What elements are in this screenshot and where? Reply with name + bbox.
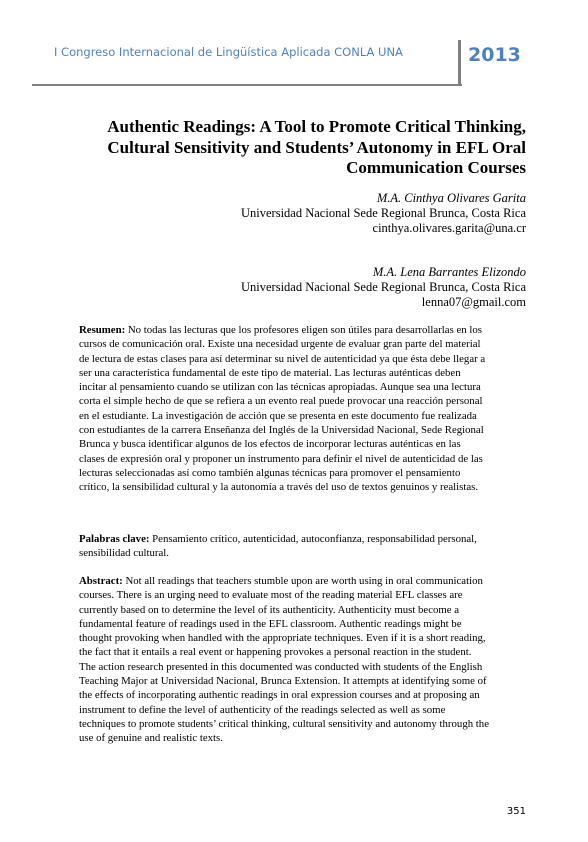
resumen-label: Resumen: bbox=[79, 324, 126, 336]
title-line: Communication Courses bbox=[346, 158, 526, 177]
author-affiliation: Universidad Nacional Sede Regional Brunca, Costa Rica bbox=[241, 206, 526, 220]
author-block bbox=[241, 265, 526, 310]
running-header bbox=[32, 40, 526, 86]
abstract-label: Abstract: bbox=[79, 575, 123, 587]
author-name: M.A. Cinthya Olivares Garita bbox=[376, 191, 526, 205]
resumen-text: No todas las lecturas que los profesores eligen son útiles para desarrollarlas en los cursos de comunicación oral. Existe una necesidad urgente de evaluar gran parte del material de lectura de estas clases para así determinar su nivel de autenticidad ya que ésta debe llegar a ser una característica fundamental de este tipo de material. Las lecturas auténticas deben incitar al pensamiento cuando se utilizan con las técnicas apropiadas. Aunque sea una lectura corta el simple hecho de que se refiera a un evento real puede provocar una reacción personal en el estudiante. La investigación de acción que se presenta en este documento fue realizada con estudiantes de la carrera Enseñanza del Inglés de la Universidad Nacional, Sede Regional Brunca y busca identificar algunos de los efectos de incorporar lecturas auténticas en las clases de expresión oral y proponer un instrumento para definir el nivel de autenticidad de las lecturas seleccionadas así como también algunas técnicas para promover el pensamiento crítico, la sensibilidad cultural y la autonomía a través del uso de textos genuinos y realistas. bbox=[79, 324, 486, 494]
author-name: M.A. Lena Barrantes Elizondo bbox=[372, 265, 526, 279]
conference-title: I Congreso Internacional de Lingüística Aplicada CONLA UNA bbox=[54, 45, 403, 59]
abstract-paragraph bbox=[79, 574, 489, 746]
keywords-label: Palabras clave: bbox=[79, 533, 150, 545]
page-number: 351 bbox=[506, 806, 526, 817]
keywords-paragraph bbox=[79, 532, 489, 561]
resumen-paragraph bbox=[79, 323, 489, 495]
abstract-text: Not all readings that teachers stumble upon are worth using in oral communication courses. There is an urging need to evaluate most of the reading material EFL classes are currently based on to determine the level of its authenticity. Authenticity must become a fundamental feature of readings used in the EFL classroom. Authentic readings might be thought provoking when handled with the appropriate techniques. Even if it is a short reading, the fact that it entails a real event or happening provokes a personal reaction in the student. The action research presented in this documented was conducted with students of the English Teaching Major at Universidad Nacional, Brunca Extension. It attempts at identifying some of the effects of incorporating authentic readings in oral expression courses and at proposing an instrument to define the level of authenticity of the readings selected as well as some techniques to promote students’ critical thinking, cultural sensitivity and autonomy through the use of genuine and realistic texts. bbox=[79, 575, 490, 745]
author-email[interactable]: lenna07@gmail.com bbox=[421, 295, 526, 309]
title-line: Cultural Sensitivity and Students’ Autonomy in EFL Oral bbox=[107, 137, 526, 157]
author-block bbox=[241, 191, 526, 236]
keywords-text: Pensamiento crítico, autenticidad, autoconfianza, responsabilidad personal, sensibilidad cultural. bbox=[79, 533, 477, 560]
author-email[interactable]: cinthya.olivares.garita@una.cr bbox=[372, 221, 526, 235]
title-line: Authentic Readings: A Tool to Promote Critical Thinking, bbox=[107, 117, 526, 136]
header-divider bbox=[458, 40, 461, 86]
author-affiliation: Universidad Nacional Sede Regional Brunca, Costa Rica bbox=[241, 280, 526, 294]
conference-year: 2013 bbox=[468, 44, 521, 66]
header-rule bbox=[32, 84, 462, 86]
paper-title bbox=[70, 117, 526, 179]
